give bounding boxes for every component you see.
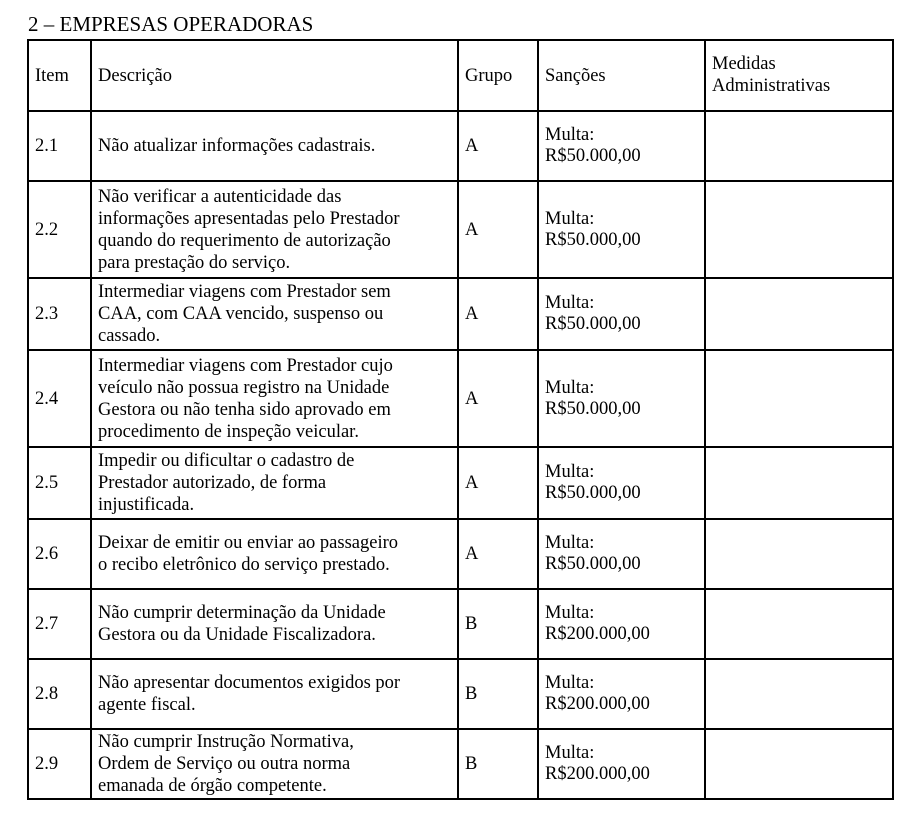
cell-sancoes	[538, 181, 705, 278]
table-row	[28, 278, 893, 350]
descricao-line: Intermediar viagens com Prestador sem	[98, 282, 391, 302]
sancao-valor: R$50.000,00	[545, 229, 641, 250]
cell-medidas	[705, 111, 893, 181]
descricao-line: Não apresentar documentos exigidos por	[98, 673, 401, 693]
descricao-line: CAA, com CAA vencido, suspenso ou	[98, 304, 384, 324]
cell-grupo: B	[458, 729, 538, 799]
descricao-line: cassado.	[98, 326, 161, 346]
descricao-line: procedimento de inspeção veicular.	[98, 421, 359, 442]
header-sancoes: Sanções	[538, 40, 705, 111]
sancao-valor: R$200.000,00	[545, 694, 650, 714]
table-row	[28, 181, 893, 278]
cell-grupo: A	[458, 181, 538, 278]
cell-item: 2.5	[28, 447, 91, 519]
cell-item: 2.1	[28, 111, 91, 181]
descricao-line: Ordem de Serviço ou outra norma	[98, 754, 351, 774]
table-row	[28, 589, 893, 659]
descricao-line: quando do requerimento de autorização	[98, 230, 391, 251]
header-medidas	[705, 40, 893, 111]
descricao-line: Gestora ou não tenha sido aprovado em	[98, 399, 391, 420]
descricao-line: veículo não possua registro na Unidade	[98, 377, 390, 398]
sancao-label: Multa:	[545, 208, 595, 229]
cell-medidas	[705, 278, 893, 350]
section-title: 2 – EMPRESAS OPERADORAS	[28, 12, 314, 36]
cell-item: 2.8	[28, 659, 91, 729]
sancao-label: Multa:	[545, 125, 595, 145]
sancao-label: Multa:	[545, 673, 595, 693]
descricao-line: Prestador autorizado, de forma	[98, 473, 327, 493]
cell-item: 2.7	[28, 589, 91, 659]
cell-sancoes	[538, 278, 705, 350]
cell-grupo: A	[458, 350, 538, 447]
descricao-line: Gestora ou da Unidade Fiscalizadora.	[98, 625, 376, 645]
cell-descricao	[91, 350, 458, 447]
cell-item: 2.6	[28, 519, 91, 589]
cell-sancoes	[538, 111, 705, 181]
table-row	[28, 111, 893, 181]
table-body	[28, 111, 893, 799]
cell-descricao	[91, 729, 458, 799]
descricao-line: Impedir ou dificultar o cadastro de	[98, 451, 355, 471]
cell-descricao	[91, 278, 458, 350]
sancao-valor: R$50.000,00	[545, 483, 641, 503]
descricao-line: Não verificar a autenticidade das	[98, 186, 342, 207]
header-grupo: Grupo	[458, 40, 538, 111]
cell-grupo: A	[458, 111, 538, 181]
sancao-label: Multa:	[545, 533, 595, 553]
cell-medidas	[705, 589, 893, 659]
cell-descricao	[91, 181, 458, 278]
table-row	[28, 659, 893, 729]
header-item: Item	[28, 40, 91, 111]
descricao-line: agente fiscal.	[98, 695, 196, 715]
sancao-valor: R$200.000,00	[545, 624, 650, 644]
descricao-line: injustificada.	[98, 495, 195, 515]
cell-descricao	[91, 111, 458, 181]
table-row	[28, 519, 893, 589]
sancao-label: Multa:	[545, 743, 595, 763]
cell-sancoes	[538, 447, 705, 519]
cell-medidas	[705, 519, 893, 589]
sancao-valor: R$50.000,00	[545, 314, 641, 334]
table-row	[28, 447, 893, 519]
cell-item: 2.4	[28, 350, 91, 447]
descricao-line: Não cumprir determinação da Unidade	[98, 603, 386, 623]
cell-item: 2.9	[28, 729, 91, 799]
sancao-label: Multa:	[545, 377, 595, 398]
cell-item: 2.3	[28, 278, 91, 350]
descricao-line: emanada de órgão competente.	[98, 776, 327, 796]
cell-grupo: A	[458, 447, 538, 519]
header-medidas-line2: Administrativas	[712, 76, 831, 96]
sancao-label: Multa:	[545, 293, 595, 313]
cell-medidas	[705, 181, 893, 278]
cell-item: 2.2	[28, 181, 91, 278]
cell-grupo: B	[458, 659, 538, 729]
sancao-valor: R$50.000,00	[545, 146, 641, 166]
cell-descricao	[91, 589, 458, 659]
cell-descricao	[91, 447, 458, 519]
descricao-line: para prestação do serviço.	[98, 252, 291, 273]
sancao-valor: R$200.000,00	[545, 764, 650, 784]
descricao-line: Deixar de emitir ou enviar ao passageiro	[98, 533, 398, 553]
sancao-valor: R$50.000,00	[545, 554, 641, 574]
sancao-label: Multa:	[545, 603, 595, 623]
cell-sancoes	[538, 350, 705, 447]
cell-descricao	[91, 519, 458, 589]
cell-medidas	[705, 350, 893, 447]
header-descricao: Descrição	[91, 40, 458, 111]
cell-sancoes	[538, 729, 705, 799]
cell-medidas	[705, 729, 893, 799]
cell-medidas	[705, 447, 893, 519]
cell-grupo: B	[458, 589, 538, 659]
descricao-line: Não atualizar informações cadastrais.	[98, 136, 376, 156]
table-row	[28, 350, 893, 447]
table-row	[28, 729, 893, 799]
header-medidas-line1: Medidas	[712, 54, 776, 74]
sanctions-table	[27, 39, 894, 800]
descricao-line: Intermediar viagens com Prestador cujo	[98, 355, 393, 376]
sancao-label: Multa:	[545, 462, 595, 482]
cell-sancoes	[538, 589, 705, 659]
descricao-line: Não cumprir Instrução Normativa,	[98, 732, 354, 752]
cell-medidas	[705, 659, 893, 729]
sancao-valor: R$50.000,00	[545, 398, 641, 419]
table-header-row	[28, 40, 893, 111]
descricao-line: o recibo eletrônico do serviço prestado.	[98, 555, 390, 575]
cell-sancoes	[538, 519, 705, 589]
cell-sancoes	[538, 659, 705, 729]
cell-grupo: A	[458, 278, 538, 350]
descricao-line: informações apresentadas pelo Prestador	[98, 208, 400, 229]
cell-grupo: A	[458, 519, 538, 589]
cell-descricao	[91, 659, 458, 729]
